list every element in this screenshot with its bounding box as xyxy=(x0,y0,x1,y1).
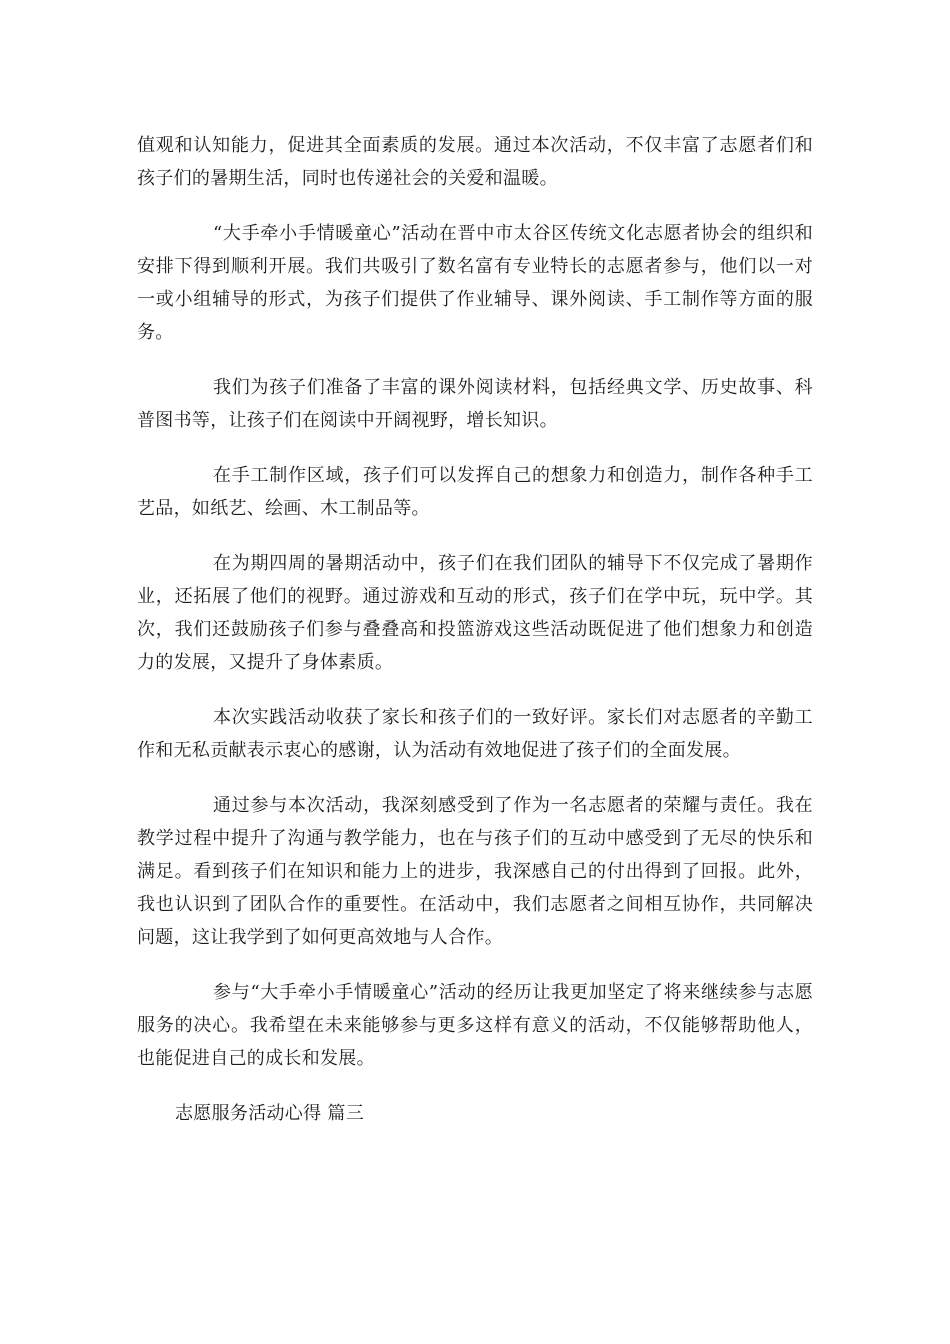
paragraph-continuation: 值观和认知能力，促进其全面素质的发展。通过本次活动，不仅丰富了志愿者们和孩子们的暑期生活，同时也传递社会的关爱和温暖。 xyxy=(137,135,813,189)
paragraph-reading-materials: 我们为孩子们准备了丰富的课外阅读材料，包括经典文学、历史故事、科普图书等，让孩子们在阅读中开阔视野，增长知识。 xyxy=(137,377,813,431)
paragraph-reflection: 通过参与本次活动，我深刻感受到了作为一名志愿者的荣耀与责任。我在教学过程中提升了沟通与教学能力，也在与孩子们的互动中感受到了无尽的快乐和满足。看到孩子们在知识和能力上的进步，我深感自己的付出得到了回报。此外，我也认识到了团队合作的重要性。在活动中，我们志愿者之间相互协作，共同解决问题，这让我学到了如何更高效地与人合作。 xyxy=(137,795,813,948)
section-heading: 志愿服务活动心得 篇三 xyxy=(175,1103,365,1124)
paragraph-feedback: 本次实践活动收获了家长和孩子们的一致好评。家长们对志愿者的辛勤工作和无私贡献表示衷心的感谢，认为活动有效地促进了孩子们的全面发展。 xyxy=(137,707,813,761)
paragraph-activity-overview: “大手牵小手情暖童心”活动在晋中市太谷区传统文化志愿者协会的组织和安排下得到顺利开展。我们共吸引了数名富有专业特长的志愿者参与，他们以一对一或小组辅导的形式，为孩子们提供了作业辅导、课外阅读、手工制作等方面的服务。 xyxy=(137,223,813,343)
paragraph-summer-activities: 在为期四周的暑期活动中，孩子们在我们团队的辅导下不仅完成了暑期作业，还拓展了他们的视野。通过游戏和互动的形式，孩子们在学中玩，玩中学。其次，我们还鼓励孩子们参与叠叠高和投篮游戏这些活动既促进了他们想象力和创造力的发展，又提升了身体素质。 xyxy=(137,553,813,673)
paragraph-handcraft: 在手工制作区域，孩子们可以发挥自己的想象力和创造力，制作各种手工艺品，如纸艺、绘画、木工制品等。 xyxy=(137,465,813,519)
paragraph-conclusion: 参与“大手牵小手情暖童心”活动的经历让我更加坚定了将来继续参与志愿服务的决心。我希望在未来能够参与更多这样有意义的活动，不仅能够帮助他人，也能促进自己的成长和发展。 xyxy=(137,982,813,1069)
document-body xyxy=(137,129,813,1130)
